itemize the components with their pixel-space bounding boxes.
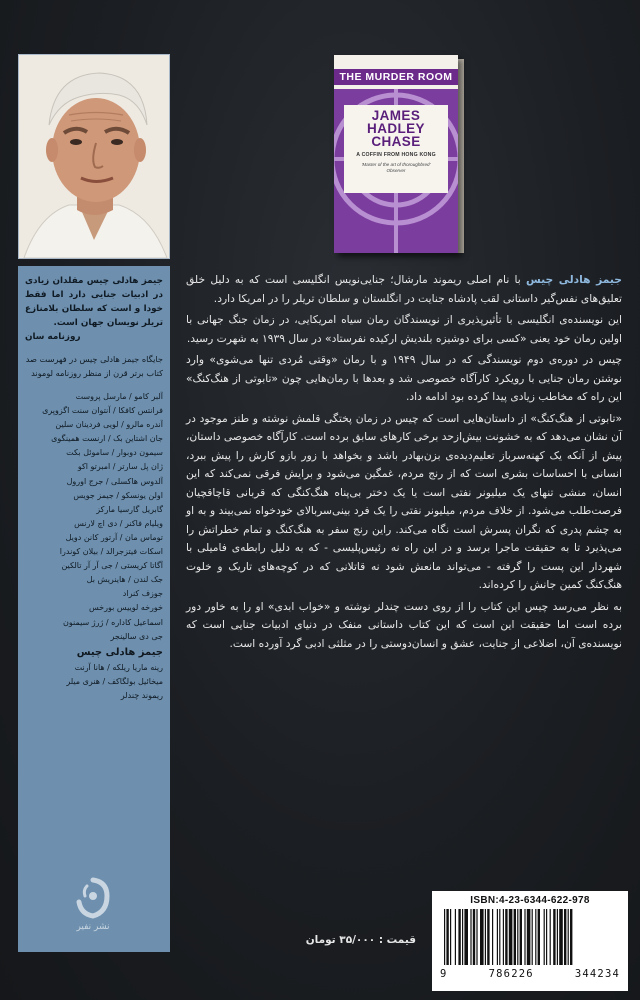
publisher-logo-icon [73,876,113,920]
book-front [334,55,458,253]
le-monde-note: جایگاه جیمز هادلی چیس در فهرست صد کتاب برتر قرن از منظر روزنامه لوموند [25,354,163,378]
barcode-bar [550,909,551,965]
author-list-item: میخائیل بولگاکف / هنری میلر [66,676,163,686]
barcode-bar [517,909,518,965]
barcode-bar [497,909,498,965]
author-list-item: ریموند چندلر [120,690,163,700]
author-list-item: آلدوس هاکسلی / جرج اورول [66,476,163,486]
price: قیمت : ۳۵/۰۰۰ تومان [305,934,416,946]
author-portrait-image [19,55,169,258]
barcode-bar [546,909,547,965]
synopsis-paragraph: چیس در دوره‌ی دوم نویسندگی که در سال ۱۹۴۹ و با رمان «وقتی مُردی تنها می‌شوی» وارد نوشتن رمان جنایی با رویکرد کارآگاه خصوصی شد و بعدها با رمان‌هایی چون «تابوتی از هنگ‌کنگ» این راه که مخاطب زیادی پیدا کرده بود ادامه داد. [186,353,622,403]
synopsis-paragraph: به نظر می‌رسد چیس این کتاب را از روی دست چندلر نوشته و «خواب ابدی» او را به خاور دور برده است اما حقیقت این است که این کتاب داستانی منفک در دنیای ادبیات جنایی است که نویسنده‌ی آن، اضلاعی از جنایت، عشق و انسان‌دوستی را در مثلثی ادبی گرد آورده است. [186,599,622,650]
book-author-line: CHASE [371,134,421,149]
author-list-item: جوزف کنراد [122,589,163,599]
barcode-bar [564,909,566,965]
book-blurb-source: Observer [386,168,406,173]
book-blurb-text: 'Master of the art of thoroughbred' [361,162,431,167]
side-panel [18,266,170,952]
author-list-item: رینه ماریا ریلکه / هانا آرنت [74,662,163,672]
barcode-bar [444,909,445,965]
book-cover-image [334,55,464,253]
author-list-item: گابریل گارسیا مارکز [96,504,163,514]
author-list-item: اسماعیل کاداره / ژرژ سیمنون [63,617,163,627]
book-author-line: JAMES [371,108,421,123]
author-name-highlight: جیمز هادلی چیس [526,273,622,286]
book-title-box [344,105,448,193]
barcode-bar [559,909,563,965]
book-series-band: THE MURDER ROOM [334,69,458,85]
author-portrait [18,54,170,259]
book-title: A COFFIN FROM HONG KONG [356,152,436,158]
barcode-bar [503,909,504,965]
publisher-logo [48,876,138,936]
author-list-item: آلبر کامو / مارسل پروست [75,392,163,401]
author-list-item: جان اشتاین بک / ارنست همینگوی [51,434,163,444]
barcode-bar [524,909,525,965]
barcode-bar [505,909,507,965]
book-blurb [344,162,448,174]
author-list [25,390,163,703]
author-list-item: فرانتس کافکا / آنتوان سنت اگزوپری [42,406,163,416]
author-list-item: آندره مالرو / لویی فردینان سلین [55,420,163,430]
barcode-bar [553,909,555,965]
barcode-bar [446,909,448,965]
book-author-line: HADLEY [367,121,425,136]
synopsis-text [186,271,622,656]
author-list-item: اولن یونسکو / جیمز جویس [73,490,163,500]
barcode-bar [485,909,486,965]
author-list-item: توماس مان / آرتور کانن دویل [65,532,163,542]
author-list-item: جی دی سالینجر [110,631,163,641]
ean-digits [440,968,620,980]
barcode-bar [499,909,500,965]
barcode-bar [458,909,460,965]
barcode-bar [450,909,451,965]
barcode-bar [538,909,540,965]
book-author [344,109,448,148]
isbn-number: ISBN:4-23-6344-622-978 [470,895,590,906]
critic-quote-text: جیمز هادلی چیس مقلدان زیادی در ادبیات جنایی دارد اما فقط خودا و است که سلطان بلامنازع تریلر نویسان جهان است. [25,276,163,328]
author-list-item: سیمون دوبوار / ساموئل بکت [66,448,163,458]
book-pages-edge [458,59,464,253]
barcode-bar [557,909,558,965]
author-list-item: خورخه لوییس بورخس [88,603,163,613]
barcode-bar [570,909,572,965]
author-list-item: اسکات فیتزجرالد / بیلان کوندرا [59,547,163,557]
synopsis-paragraph [186,271,622,308]
synopsis-paragraph: «تابوتی از هنگ‌کنگ» از داستان‌هایی است که چیس در زمان پختگی قلمش نوشته و طنز موجود در آن نشان می‌دهد که به خشونت بیش‌ازحد برخی کارهای سابق برده است. کارآگاه خصوصی داستان، پیش از آنکه یک کهنه‌سرباز تعلیم‌دیده‌ی بزن‌بهادر باشد و بخواهد با زور بازو کارش را پیش ببرد، انسانی با احساسات بشری است که از رنج مردم، غمگین می‌شود و برایش فرقی نمی‌کند که این انسان، منشی تنهای یک میلیونر نفتی است یا یک دختر بی‌پناه هنگ‌کنگی که قربانی قاچاقچیان فرصت‌طلب می‌شود. از خلاف مردم، میلیونر نفتی را یک فرد بینی‌سربالای خودخواه نمی‌بیند و به او به چشم پدری که نگران پسرش است نگاه می‌کند. راین رنج سفر به هنگ‌کنگ و تمام خطراتش را می‌پذیرد تا به حقیقت ماجرا برسد و در این راه نه رئیس‌پلیسی - که به دلیل رابطه‌ی فامیلی با شهردار این پست را گرفته - می‌تواند مانعش شود نه قاتلانی که در کوچه‌های تاریک و خلوت هنگ‌کنگ کمین جانش را کرده‌اند. [185,411,622,591]
barcode-bar [462,909,463,965]
barcode-bar [470,909,471,965]
barcode-bar [480,909,484,965]
author-list-item-highlight: جیمز هادلی چیس [76,646,163,658]
barcode-bar [544,909,545,965]
barcode-bar [473,909,475,965]
barcode-box [432,891,628,991]
barcode-bar [509,909,513,965]
author-list-item: ژان پل سارتر / امبرتو اکو [77,462,163,472]
synopsis-paragraph: این نویسنده‌ی انگلیسی با تأثیرپذیری از نویسندگان رمان سیاه امریکایی، در زمان جنگ جهانی با اولین رمان خود یعنی «کسی برای دوشیزه بلندیش ارکیده نفرستاد» در سال ۱۹۳۹ به شهرت رسید. [186,313,622,345]
barcode-bar [455,909,456,965]
barcode-bar [535,909,536,965]
publisher-name: نشر نفیر [76,922,110,932]
ean-digit-group: 9 [440,968,448,980]
critic-quote-source: روزنامه سان [25,332,81,342]
barcode-bar [532,909,533,965]
author-list-item: ویلیام فاکنر / دی اچ لارنس [74,518,163,528]
critic-quote [25,274,163,344]
barcode-bars [440,909,620,965]
barcode-bar [514,909,516,965]
barcode-bar [476,909,477,965]
author-list-item: جک لندن / هاینریش بل [86,575,163,585]
barcode-bar [568,909,569,965]
barcode-bar [527,909,531,965]
barcode-bar [520,909,522,965]
barcode-bar [492,909,493,965]
author-list-item: آگاتا کریستی / جی آر آر تالکین [61,561,163,571]
synopsis-paragraph-text: با نام اصلی ریموند مارشال؛ جنایی‌نویس انگلیسی است که به دلیل خلق تعلیق‌های نفس‌گیر داستانی لقب پادشاه جنایت در انگلستان و سلطان تریلر را در امریکا دارد. [186,273,622,305]
ean-digit-group: 344234 [574,968,620,980]
ean-digit-group: 786226 [488,968,534,980]
barcode-bar [487,909,489,965]
barcode-bar [464,909,468,965]
